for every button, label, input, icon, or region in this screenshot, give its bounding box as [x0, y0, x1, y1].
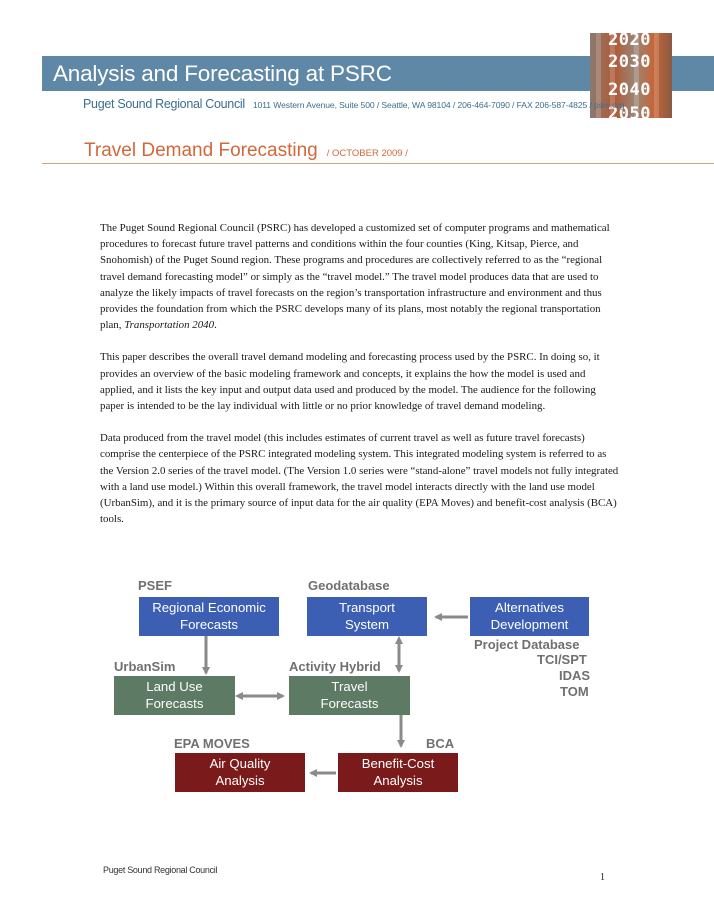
box-travel-forecasts — [289, 676, 410, 715]
footer-org: Puget Sound Regional Council — [103, 865, 218, 875]
paragraph-1-italic: Transportation 2040 — [124, 319, 215, 332]
title-text: Travel Demand Forecasting — [84, 140, 318, 161]
year-2040: 2040 — [608, 80, 651, 100]
org-address: 1011 Western Avenue, Suite 500 / Seattle, WA 98104 / 206-464-7090 / FAX 206-587-4825 / psrc.org — [252, 100, 625, 110]
label-tci-spt: TCI/SPT — [537, 652, 587, 667]
paragraph-2: This paper describes the overall travel demand modeling and forecasting process used by the PSRC. In doing so, it provides an overview of the basic modeling framework and concepts, it explains the how the model is used and applied, and it lists the key input and output data used and produced by the model. The audience for the following paper is intended to be the lay individual with little or no prior knowledge of travel demand modeling. — [100, 351, 600, 413]
box-land-use-text: Land Use Forecasts — [145, 679, 204, 711]
label-bca: BCA — [426, 736, 455, 751]
title-date: / OCTOBER 2009 / — [326, 148, 408, 159]
label-tom: TOM — [560, 684, 589, 699]
banner-extension — [672, 56, 714, 91]
box-alternatives-development — [470, 597, 589, 636]
label-activity-hybrid: Activity Hybrid — [289, 659, 381, 674]
box-transport-system-text: Transport System — [339, 600, 395, 632]
label-psef: PSEF — [138, 578, 172, 593]
document-title — [84, 140, 408, 162]
title-divider — [42, 163, 714, 164]
banner-title: Analysis and Forecasting at PSRC — [53, 61, 392, 86]
box-air-quality-text: Air Quality Analysis — [209, 756, 271, 788]
paragraph-3: Data produced from the travel model (this includes estimates of current travel as well as future travel forecasts) comprise the centerpiece of the PSRC integrated modeling system. This integrated modeling system is referred to as the Version 2.0 series of the travel model. (The Version 1.0 series were “stand-alone” travel models not fully integrated with a land use model.) Within this overall framework, the travel model interacts directly with the land use model (UrbanSim), and it is the primary source of input data for the air quality (EPA Moves) and benefit-cost analysis (BCA) tools. — [100, 432, 619, 526]
box-benefit-cost-analysis — [338, 753, 458, 792]
box-land-use-forecasts — [114, 676, 235, 715]
org-line — [83, 95, 624, 113]
body-text — [100, 220, 620, 543]
label-urbansim: UrbanSim — [114, 659, 176, 674]
label-project-database: Project Database — [474, 637, 580, 652]
label-epa-moves: EPA MOVES — [174, 736, 250, 751]
box-alternatives-text: Alternatives Development — [490, 600, 569, 632]
model-flow-diagram — [108, 576, 608, 806]
box-travel-text: Travel Forecasts — [320, 679, 379, 711]
year-2020: 2020 — [608, 33, 651, 50]
label-geodatabase: Geodatabase — [308, 578, 390, 593]
page-number: 1 — [600, 872, 605, 883]
paragraph-1-text: The Puget Sound Regional Council (PSRC) has developed a customized set of computer programs and mathematical procedures to forecast future travel patterns and conditions within the four counties (King, Kitsap, Pierce, and Snohomish) of the Puget Sound region. These programs and procedures are collectively referred to as the “regional travel demand forecasting model” or simply as the “travel model.” The travel model produces data that are used to analyze the likely impacts of travel forecasts on the region’s transportation infrastructure and environment and thus provides the foundation from which the PSRC develops many of its plans, most notably the regional transportation plan, — [100, 222, 610, 332]
label-idas: IDAS — [559, 668, 591, 683]
paragraph-1-end: . — [214, 319, 217, 332]
org-name: Puget Sound Regional Council — [83, 97, 245, 111]
box-regional-economic-text: Regional Economic Forecasts — [152, 600, 266, 632]
paragraph-1 — [100, 220, 620, 333]
box-regional-economic-forecasts — [139, 597, 279, 636]
box-transport-system — [307, 597, 427, 636]
box-benefit-cost-text: Benefit-Cost Analysis — [361, 756, 435, 788]
box-air-quality-analysis — [175, 753, 305, 792]
header-banner — [42, 56, 590, 91]
year-2030: 2030 — [608, 52, 651, 72]
year-2050: 2050 — [608, 104, 651, 118]
